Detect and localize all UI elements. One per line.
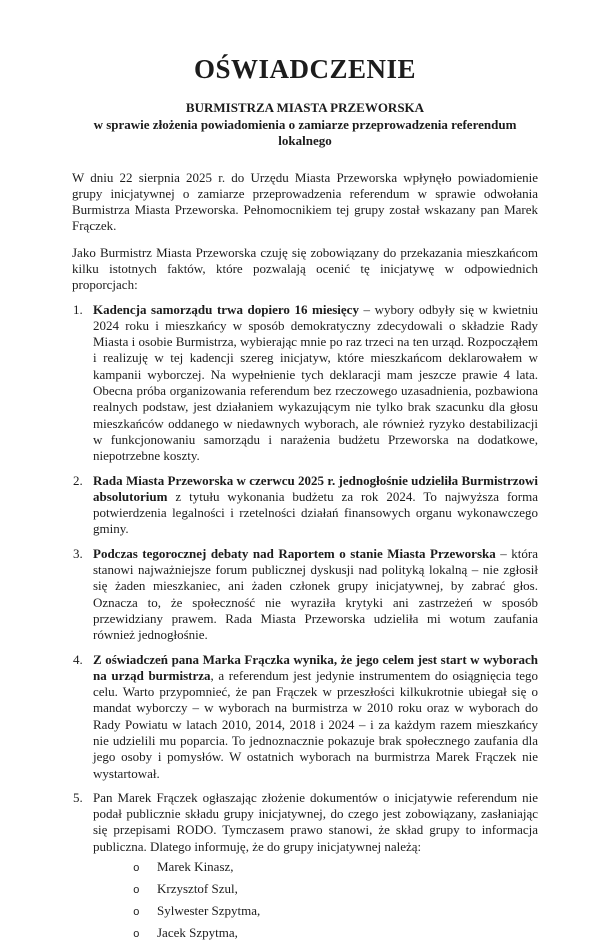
document-subject-line: w sprawie złożenia powiadomienia o zamiarze przeprowadzenia referendum lokalnego bbox=[93, 116, 517, 148]
circle-bullet-icon: o bbox=[133, 907, 140, 920]
list-item-2 bbox=[72, 473, 538, 538]
list-item-number: 3. bbox=[73, 545, 83, 561]
list-item bbox=[133, 923, 538, 945]
list-item-number: 5. bbox=[73, 789, 83, 805]
document-subtitle-block bbox=[72, 100, 538, 150]
list-item-3 bbox=[72, 546, 538, 644]
list-item-number: 2. bbox=[73, 472, 83, 488]
list-item-text: – która stanowi najważniejsze forum publicznej dyskusji nad polityką lokalną – nie zgłosił się żaden mieszkaniec, ani żaden członek grupy inicjatywnej, by zabrać głos. Oznacza to, że społeczność nie wyraziła krytyki ani zastrzeżeń w sposób przewidziany prawem. Rada Miasta Przeworska udzieliła mi wotum zaufania również jednogłośnie. bbox=[93, 545, 539, 643]
list-item-text: – wybory odbyły się w kwietniu 2024 roku i mieszkańcy w sposób demokratyczny zdecydowali o składzie Rady Miasta i osobie Burmistrza, wybierając mnie po raz trzeci na ten urząd. Rozpocząłem i realizuję w tej kadencji szereg inicjatyw, które mieszkańcom deklarowałem w kampanii wyborczej. Na wypełnienie tych deklaracji mam jeszcze prawie 4 lata. Obecna próba organizowania referendum bez rzeczowego uzasadnienia, pozbawiona realnych podstaw, jest działaniem wykazującym nie tylko brak szacunku dla głosu mieszkańców oddanego w niedawnych wyborach, ale również ryzyko destabilizacji w funkcjonowaniu samorządu i narażenia budżetu Przeworska na dodatkowe, niepotrzebne koszty. bbox=[93, 301, 538, 464]
document-author-line: BURMISTRZA MIASTA PRZEWORSKA bbox=[185, 100, 425, 115]
document-title: OŚWIADCZENIE bbox=[193, 54, 417, 84]
list-item bbox=[133, 857, 538, 879]
initiative-group-member-list bbox=[133, 857, 538, 945]
circle-bullet-icon: o bbox=[133, 863, 140, 876]
circle-bullet-icon: o bbox=[133, 885, 140, 898]
list-item bbox=[133, 901, 538, 923]
list-item-text: Pan Marek Frączek ogłaszając złożenie dokumentów o inicjatywie referendum nie podał publicznie składu grupy inicjatywnej, do czego jest zobowiązany, zasłaniając się przepisami RODO. Tymczasem prawo stanowi, że skład grupy to informacja publiczna. Dlatego informuję, że do grupy inicjatywnej należą: bbox=[93, 789, 538, 854]
circle-bullet-icon: o bbox=[133, 929, 140, 942]
list-item-1 bbox=[72, 302, 538, 465]
member-name: Marek Kinasz, bbox=[157, 859, 234, 875]
list-item bbox=[133, 879, 538, 901]
paragraph-notification: W dniu 22 sierpnia 2025 r. do Urzędu Miasta Przeworska wpłynęło powiadomienie grupy inicjatywnej o zamiarze przeprowadzenia referendum w sprawie odwołania Burmistrza Miasta Przeworska. Pełnomocnikiem tej grupy został wskazany pan Marek Frączek. bbox=[72, 169, 538, 234]
list-item-bold-lead: Rada Miasta Przeworska w czerwcu 2025 r. jednogłośnie udzieliła Burmistrzowi absolutorium bbox=[93, 472, 538, 504]
list-item-number: 1. bbox=[73, 301, 83, 317]
list-item-number: 4. bbox=[73, 651, 83, 667]
list-item-bold-lead: Kadencja samorządu trwa dopiero 16 miesięcy bbox=[93, 301, 359, 317]
list-item-bold-lead: Podczas tegorocznej debaty nad Raportem o stanie Miasta Przeworska bbox=[93, 545, 496, 561]
list-item-4 bbox=[72, 652, 538, 782]
member-name: Jacek Szpytma, bbox=[157, 925, 238, 941]
list-item-5 bbox=[72, 790, 538, 945]
list-item-text: z tytułu wykonania budżetu za rok 2024. To najwyższa forma potwierdzenia legalności i rzetelności działań finansowych organu wykonawczego gminy. bbox=[93, 488, 538, 537]
member-name: Sylwester Szpytma, bbox=[157, 903, 261, 919]
member-name: Krzysztof Szul, bbox=[157, 881, 238, 897]
list-item-bold-lead: Z oświadczeń pana Marka Frączka wynika, że jego celem jest start w wyborach na urząd burmistrza bbox=[93, 651, 538, 683]
paragraph-lead-in: Jako Burmistrz Miasta Przeworska czuję się zobowiązany do przekazania mieszkańcom kilku istotnych faktów, które pozwalają ocenić tę inicjatywę w odpowiednich proporcjach: bbox=[72, 244, 538, 293]
list-item-text: , a referendum jest jedynie instrumentem do osiągnięcia tego celu. Warto przypomnieć, że pan Frączek w przeszłości kilkukrotnie ubiegał się o mandat wyborczy – w wyborach na burmistrza w 2010 roku oraz w wyborach do Rady Powiatu w latach 2010, 2014, 2018 i 2024 – i za każdym razem mieszkańcy nie udzielili mu poparcia. To jednoznacznie pokazuje brak społecznego zaufania dla jego osoby i pomysłów. W ostatnich wyborach na burmistrza Marek Frączek nie wystartował. bbox=[93, 667, 538, 781]
